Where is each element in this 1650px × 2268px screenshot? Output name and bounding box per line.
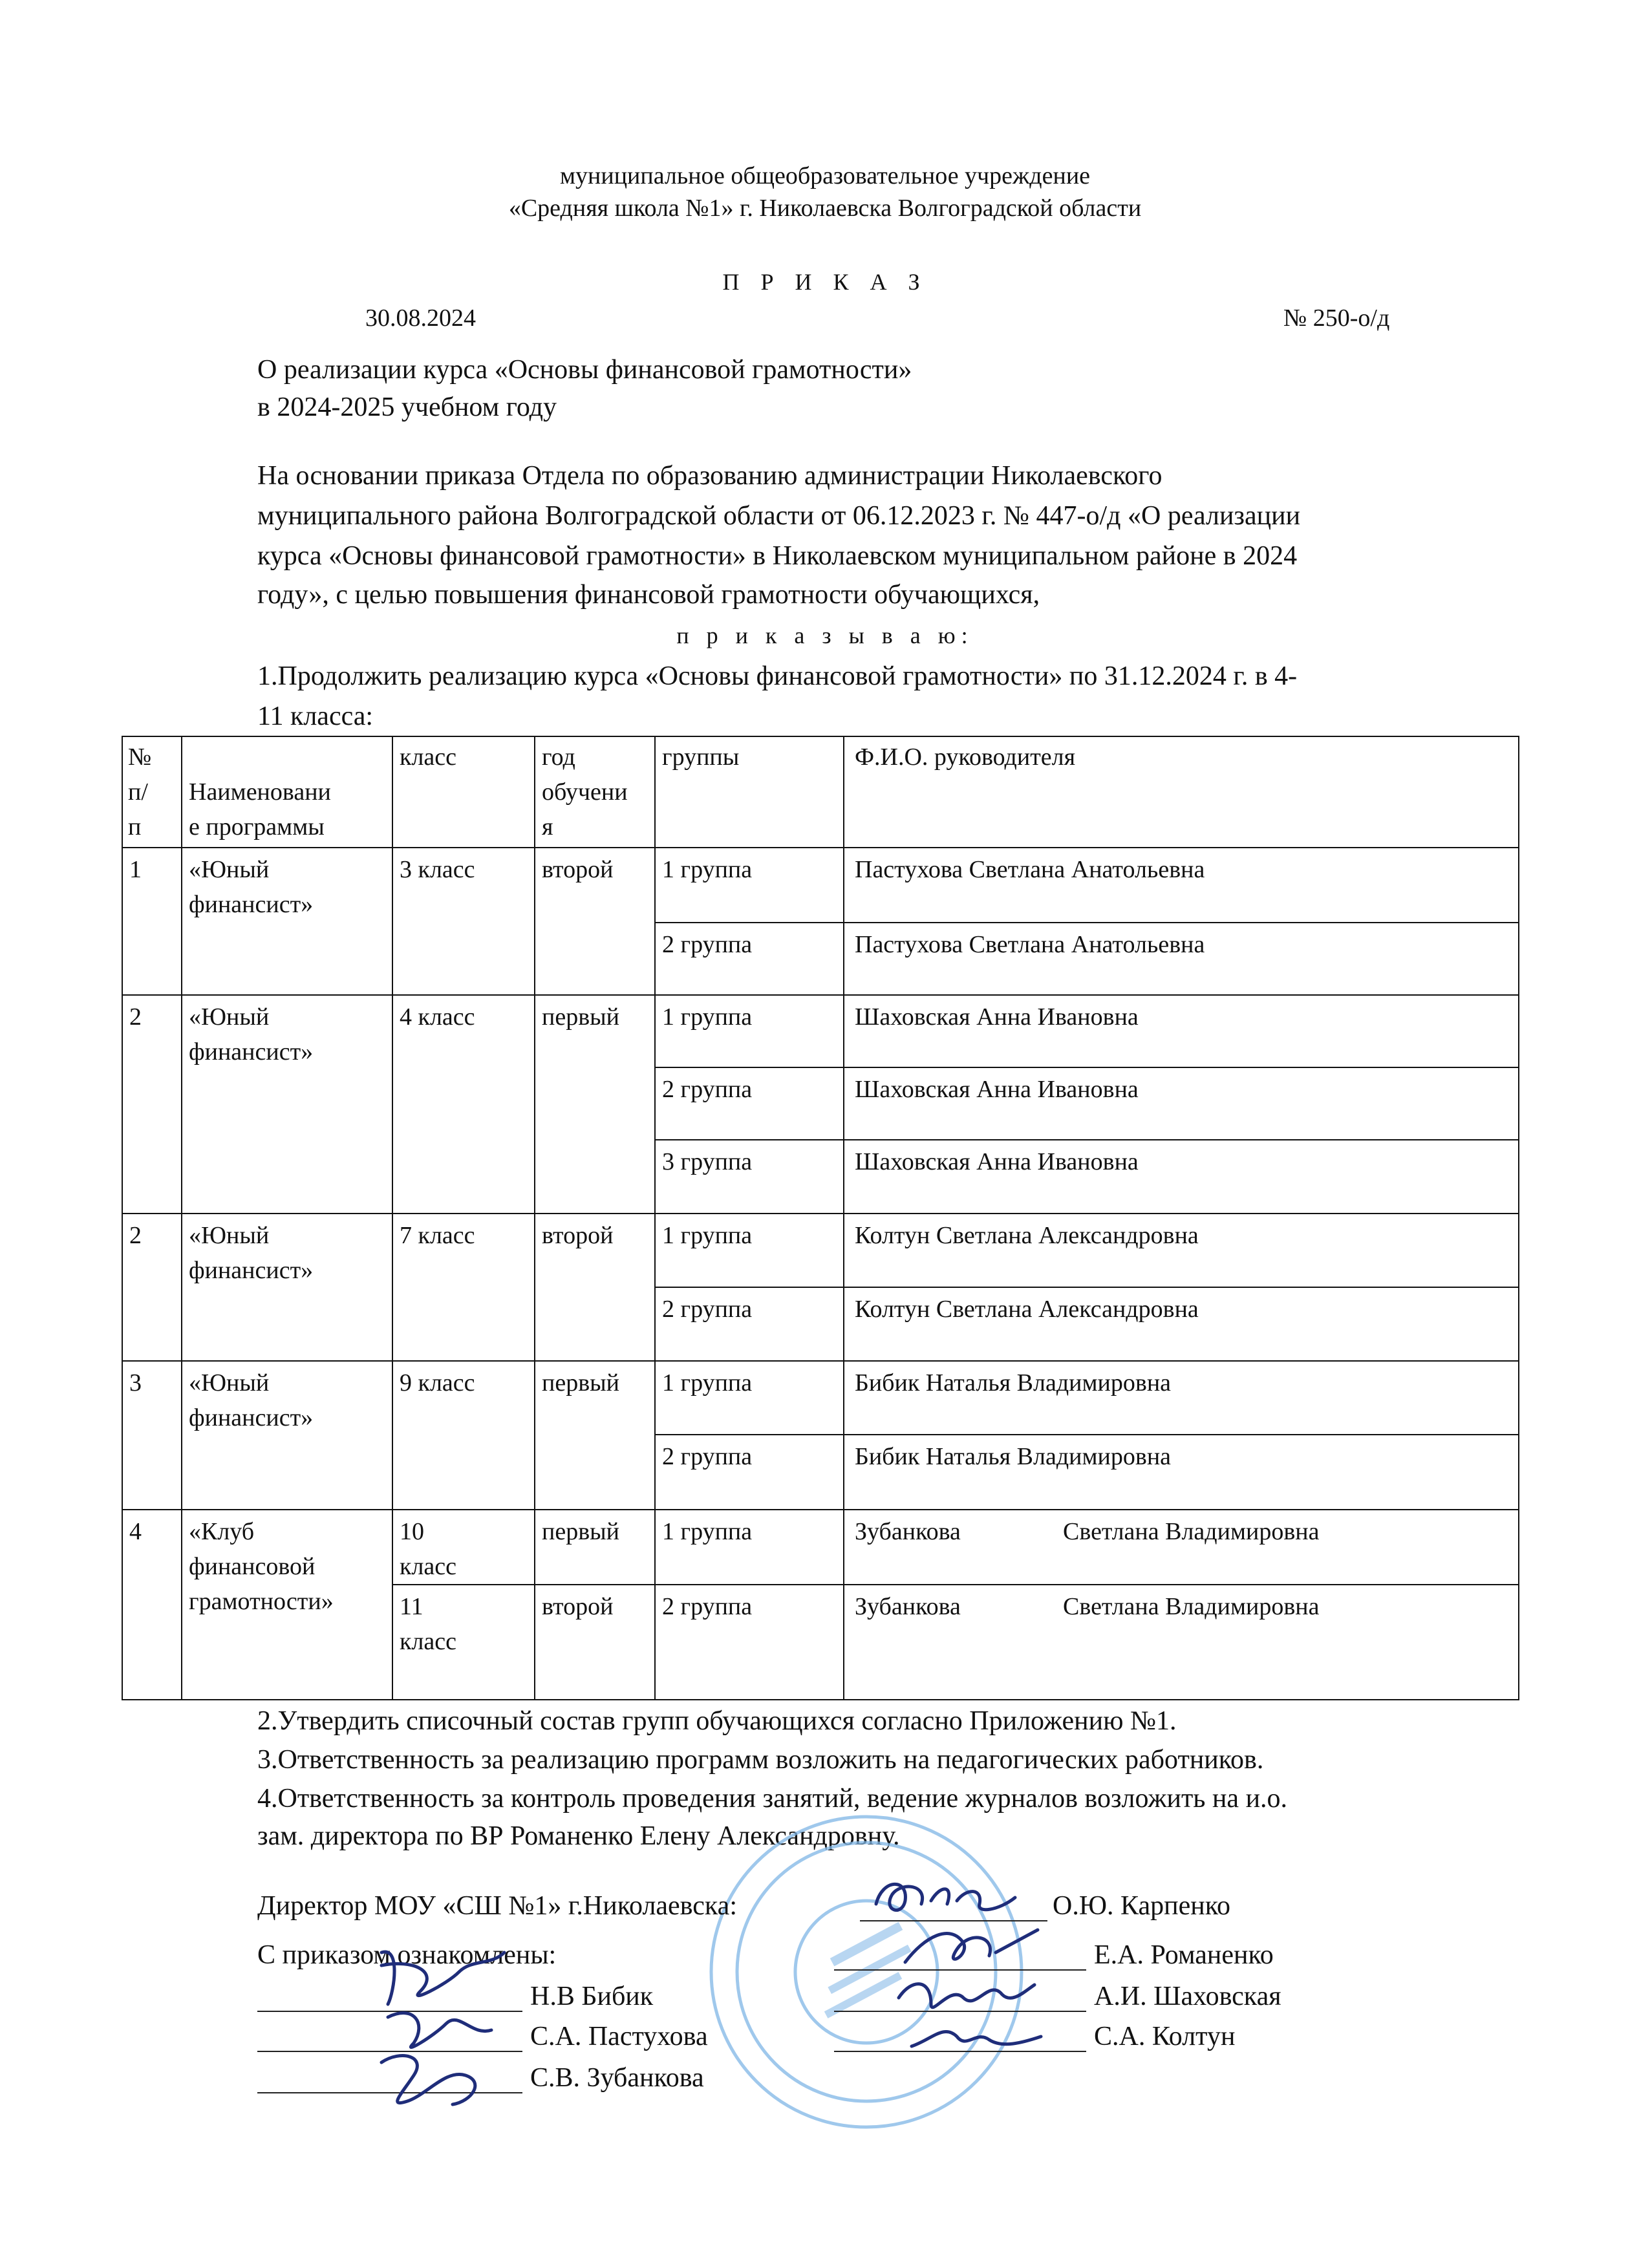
row-5-leader-2-rest: Светлана Владимировна [1063,1593,1320,1620]
program-line: финансист» [189,891,314,918]
row-3-year: второй [542,1222,614,1249]
table-col-divider [843,736,844,1700]
header-num-l1: № [128,744,152,771]
item-4-line-1: 4.Ответственность за контроль проведения занятий, ведение журналов возложить на и.о. [257,1784,1288,1813]
class-line: класс [400,1628,457,1655]
row-5-leader-2-last: Зубанкова [855,1593,961,1620]
institution-line-2: «Средняя школа №1» г. Николаевска Волгоградской области [508,195,1142,222]
row-3-class: 7 класс [400,1222,475,1249]
row-4-group-1: 1 группа [662,1369,753,1396]
header-program-l1: Наименовани [189,778,331,806]
item-2: 2.Утвердить списочный состав групп обучающихся согласно Приложению №1. [257,1706,1177,1736]
program-line: «Клуб [189,1518,255,1545]
row-5-num: 4 [129,1518,142,1545]
header-year [542,740,628,844]
row-1-program [189,852,313,922]
name-pastukhova: С.А. Пастухова [530,2022,708,2051]
item-1-line-2: 11 класса: [257,701,374,731]
item-4-line-2: зам. директора по ВР Романенко Елену Александровну. [257,1821,900,1851]
row-4-group-2: 2 группа [662,1443,753,1470]
row-1-group-2: 2 группа [662,931,753,958]
basis-line-3: курса «Основы финансовой грамотности» в Николаевском муниципальном районе в 2024 [257,541,1298,571]
row-5-leader-1-rest: Светлана Владимировна [1063,1518,1320,1545]
row-3-group-1: 1 группа [662,1222,753,1249]
table-row-divider [122,847,1519,848]
table-row-divider [122,1213,1519,1214]
header-leader: Ф.И.О. руководителя [855,744,1076,771]
director-name: О.Ю. Карпенко [1053,1891,1230,1921]
header-num-l2: п/ [128,778,148,806]
table-col-divider [392,736,393,1700]
row-5-year-1: первый [542,1518,620,1545]
table-subrow-divider [654,1434,1519,1435]
row-3-program [189,1218,313,1288]
row-2-program [189,1000,313,1069]
row-4-num: 3 [129,1369,142,1396]
program-line: «Юный [189,1003,270,1031]
program-line: финансист» [189,1257,314,1284]
groups-table [122,736,1519,1700]
table-subrow-divider [654,1067,1519,1068]
row-5-class-2 [400,1589,456,1659]
director-signature [870,1865,1025,1923]
table-col-divider [654,736,656,1700]
row-4-leader-2: Бибик Наталья Владимировна [855,1443,1172,1470]
row-4-leader-1: Бибик Наталья Владимировна [855,1369,1172,1396]
class-line: 10 [400,1518,424,1545]
order-heading: П Р И К А З [722,269,928,295]
table-subrow-divider [654,1287,1519,1288]
class-line: 11 [400,1593,423,1620]
header-program [189,775,331,844]
table-border-left [122,736,123,1700]
basis-line-4: году», с целью повышения финансовой грамотности обучающихся, [257,580,1040,610]
row-2-group-3: 3 группа [662,1148,753,1175]
table-subrow-divider [654,1139,1519,1140]
row-1-num: 1 [129,856,142,883]
name-shakhovskaya: А.И. Шаховская [1094,1982,1281,2011]
program-line: финансист» [189,1038,314,1065]
class-line: класс [400,1553,457,1580]
program-line: «Юный [189,1222,270,1249]
row-5-program [189,1514,334,1619]
program-line: финансист» [189,1404,314,1431]
row-3-leader-2: Колтун Светлана Александровна [855,1296,1199,1323]
row-2-num: 2 [129,1003,142,1031]
table-row-divider [122,1360,1519,1362]
program-line: финансовой [189,1553,316,1580]
table-col-divider [534,736,535,1700]
row-2-leader-1: Шаховская Анна Ивановна [855,1003,1139,1031]
item-1-line-1: 1.Продолжить реализацию курса «Основы финансовой грамотности» по 31.12.2024 г. в 4- [257,661,1298,691]
header-class: класс [400,744,457,771]
row-2-group-1: 1 группа [662,1003,753,1031]
table-border-bottom [122,1699,1519,1700]
row-3-num: 2 [129,1222,142,1249]
basis-line-1: На основании приказа Отдела по образованию администрации Николаевского [257,461,1162,491]
row-4-class: 9 класс [400,1369,475,1396]
row-1-class: 3 класс [400,856,475,883]
signature-zubankova [362,2037,504,2114]
header-num [128,740,151,844]
table-col-divider [181,736,182,1700]
header-num-l3: п [128,813,142,840]
row-3-leader-1: Колтун Светлана Александровна [855,1222,1199,1249]
program-line: грамотности» [189,1588,334,1615]
row-2-leader-3: Шаховская Анна Ивановна [855,1148,1139,1175]
table-subrow-divider [654,922,1519,923]
row-1-group-1: 1 группа [662,856,753,883]
header-year-l2: обучени [542,778,628,806]
program-line: «Юный [189,856,270,883]
row-2-class: 4 класс [400,1003,475,1031]
name-koltun: С.А. Колтун [1094,2022,1236,2051]
header-program-l2: е программы [189,813,325,840]
order-number: № 250-о/д [1283,305,1390,332]
table-row-divider [122,994,1519,996]
order-date: 30.08.2024 [365,305,476,332]
row-1-year: второй [542,856,614,883]
row-5-group-1: 1 группа [662,1518,753,1545]
row-2-group-2: 2 группа [662,1076,753,1103]
header-year-l1: год [542,744,575,771]
order-subject-line-2: в 2024-2025 учебном году [257,392,557,422]
name-bibik: Н.В Бибик [530,1982,654,2011]
header-groups: группы [662,744,740,771]
header-year-l3: я [542,813,553,840]
row-4-program [189,1365,313,1435]
row-3-group-2: 2 группа [662,1296,753,1323]
table-border-top [122,736,1519,737]
program-line: «Юный [189,1369,270,1396]
row-5-leader-1-last: Зубанкова [855,1518,961,1545]
decree-word: п р и к а з ы в а ю: [676,623,974,648]
acquainted-label: С приказом ознакомлены: [257,1940,557,1970]
signature-koltun [905,2011,1047,2062]
table-border-right [1518,736,1519,1700]
table-row-divider [122,1509,1519,1510]
row-1-leader-1: Пастухова Светлана Анатольевна [855,856,1205,883]
row-1-leader-2: Пастухова Светлана Анатольевна [855,931,1205,958]
row-2-leader-2: Шаховская Анна Ивановна [855,1076,1139,1103]
order-subject-line-1: О реализации курса «Основы финансовой грамотности» [257,355,912,385]
institution-line-1: муниципальное общеобразовательное учреждение [559,162,1091,189]
row-2-year: первый [542,1003,620,1031]
name-zubankova: С.В. Зубанкова [530,2063,704,2093]
name-romanenko: Е.А. Романенко [1094,1940,1274,1970]
row-5-group-2: 2 группа [662,1593,753,1620]
row-4-year: первый [542,1369,620,1396]
basis-line-2: муниципального района Волгоградской области от 06.12.2023 г. № 447-о/д «О реализации [257,501,1301,531]
director-label: Директор МОУ «СШ №1» г.Николаевска: [257,1891,737,1921]
table-subrow-divider [392,1584,1519,1585]
row-5-year-2: второй [542,1593,614,1620]
item-3: 3.Ответственность за реализацию программ возложить на педагогических работников. [257,1745,1264,1775]
row-5-class-1 [400,1514,456,1584]
